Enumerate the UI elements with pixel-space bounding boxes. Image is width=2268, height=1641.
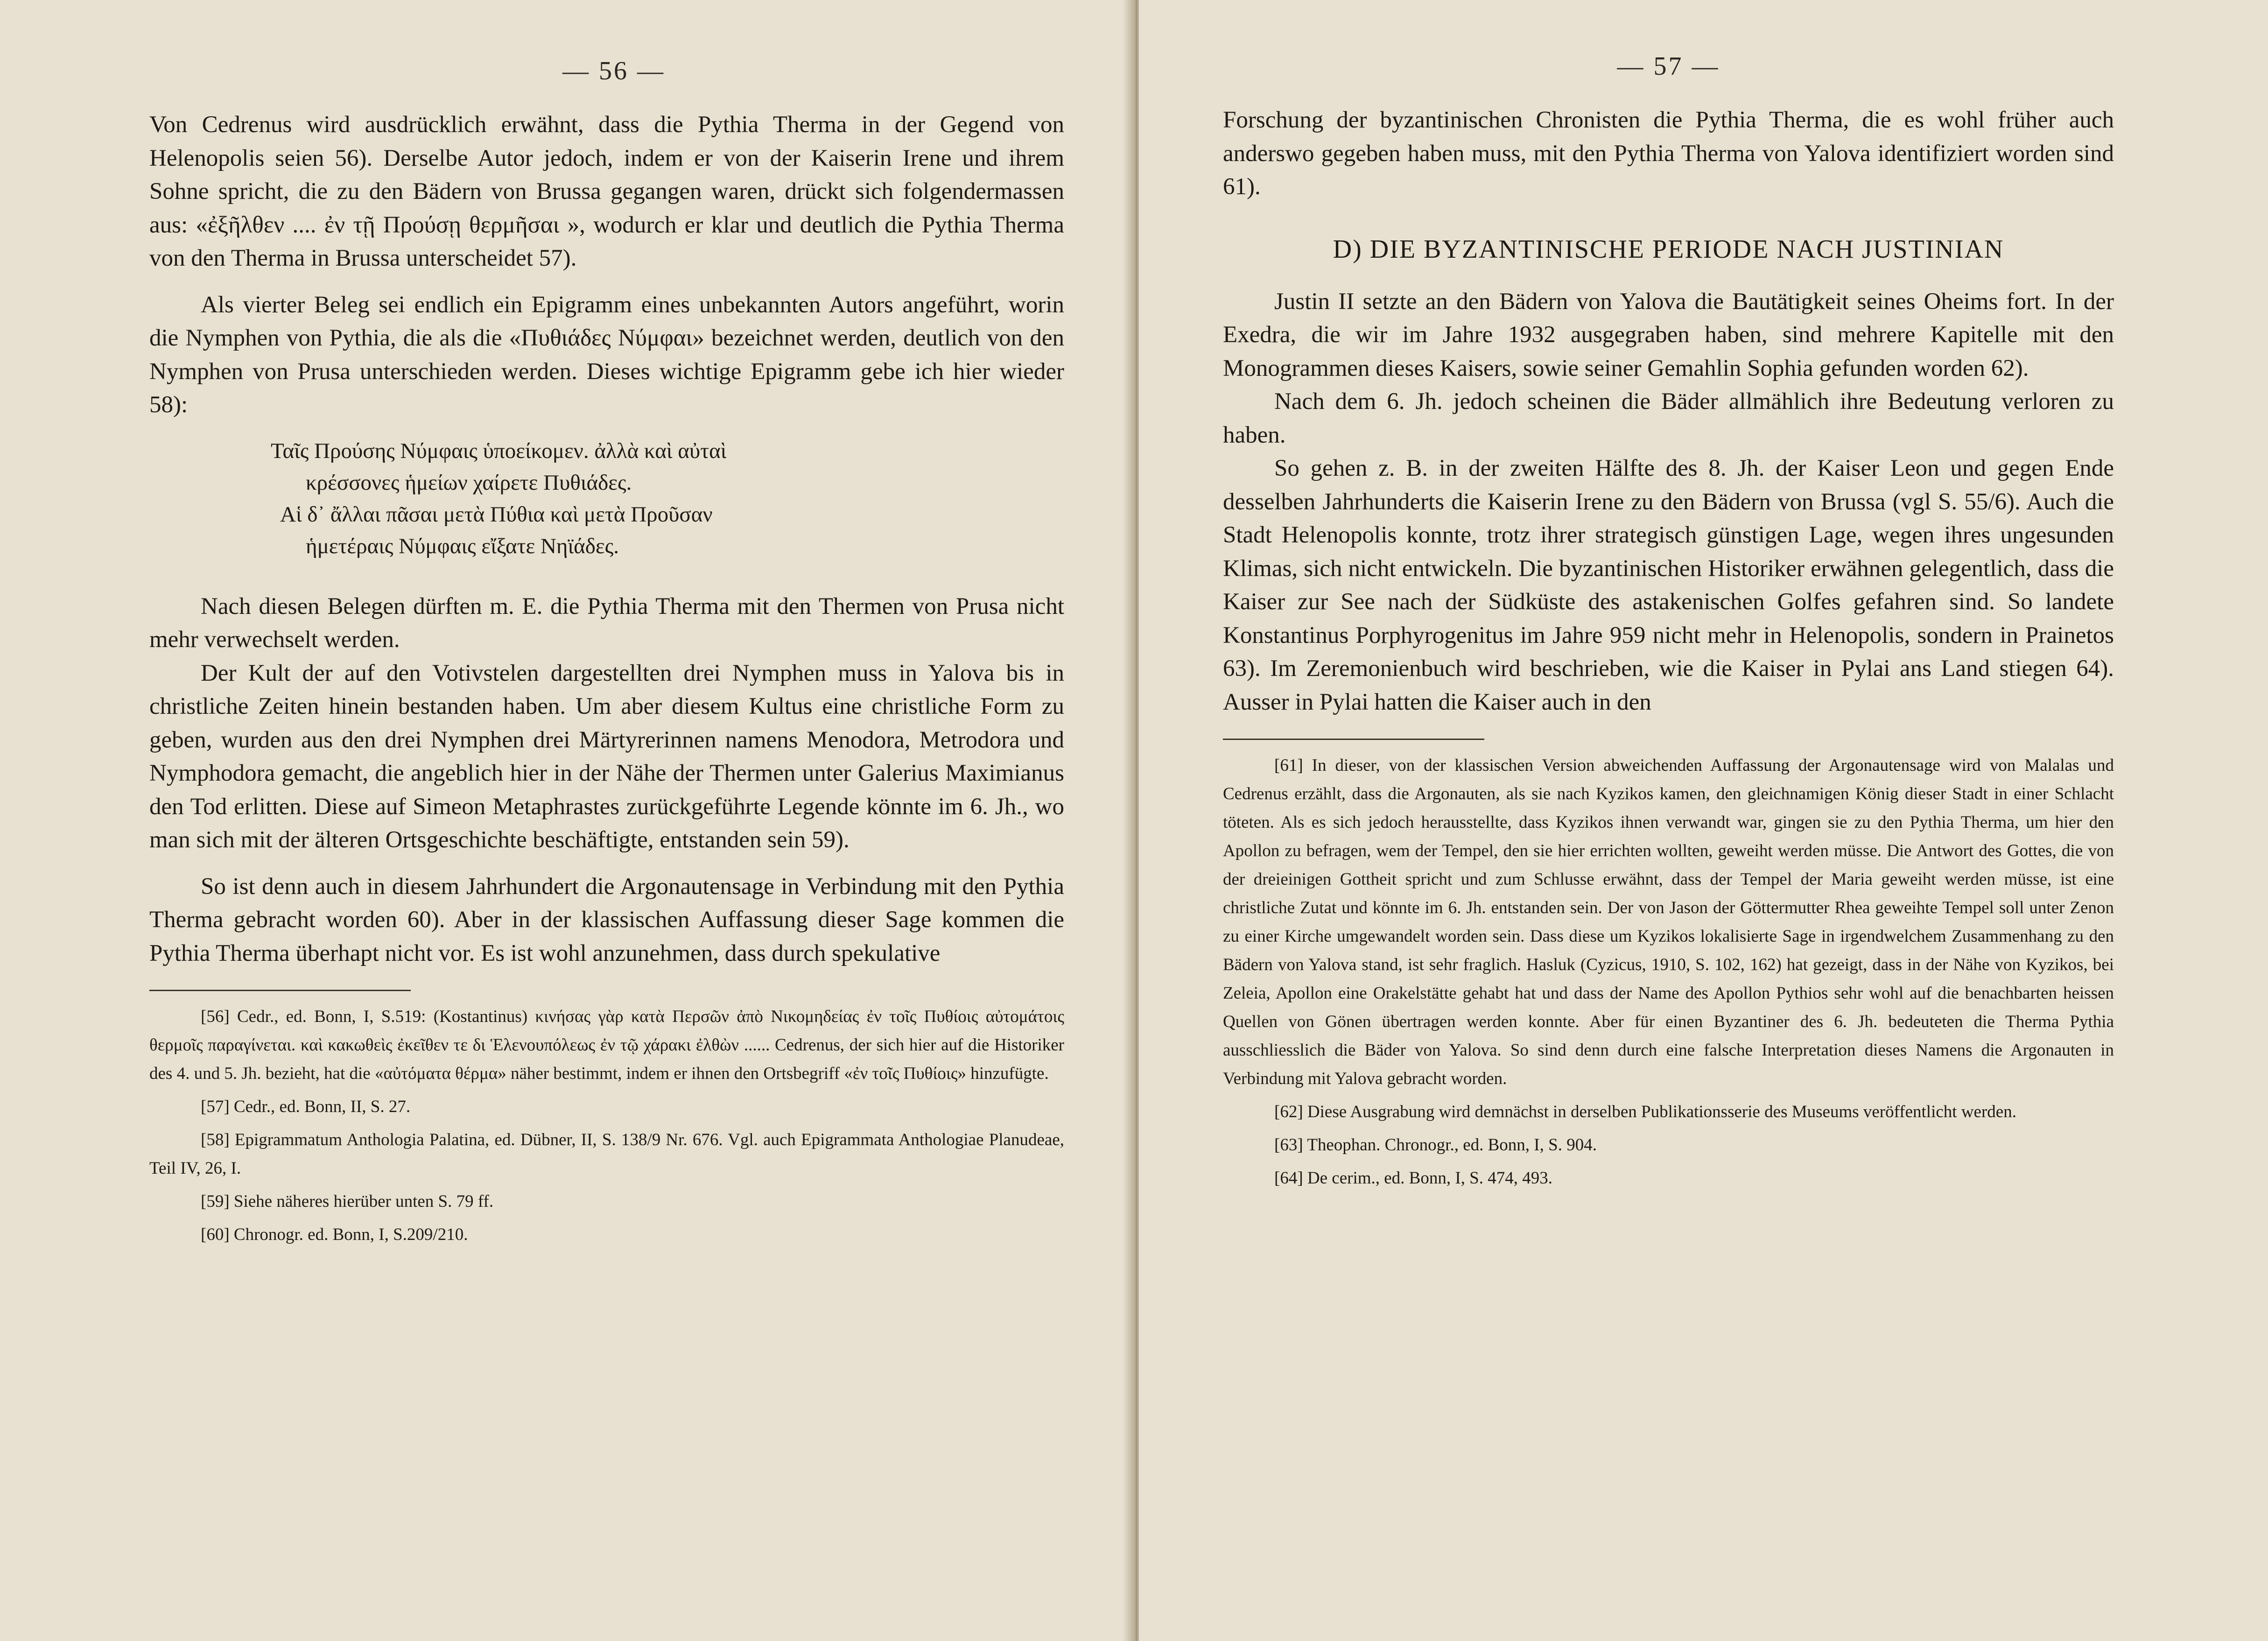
epigram-line: Ταῖς Προύσης Νύμφαις ὑποείκομεν. ἀλλὰ καὶ αὐταὶ — [271, 438, 727, 463]
body-text — [1223, 104, 2114, 719]
section-heading: D) DIE BYZANTINISCHE PERIODE NACH JUSTINIAN — [1333, 234, 2004, 264]
footnote: [61] In dieser, von der klassischen Version abweichenden Auffassung der Argonautensage wird von Malalas und Cedrenus erzählt, dass die Argonauten, als sie nach Kyzikos kamen, den gleichnamigen König dieser Stadt in einer Schlacht töteten. Als es sich jedoch herausstellte, dass Kyzikos ihnen verwandt war, gingen sie zu den Pythia Therma, um hier den Apollon zu befragen, wem der Tempel, den sie hier errichten wollten, geweiht werden müsse. Die Antwort des Gottes, die von der dreieinigen Gottheit spricht und zum Schlusse erwähnt, dass der Tempel der Maria geweiht werden müsse, ist eine christliche Zutat und könnte im 6. Jh. entstanden sein. Der von Jason der Göttermutter Rhea geweihte Tempel soll unter Zenon zu einer Kirche umgewandelt worden sein. Dass diese um Kyzikos lokalisierte Sage in irgendwelchem Zusammenhang zu den Bädern von Yalova stand, ist sehr fraglich. Hasluk (Cyzicus, 1910, S. 102, 162) hat gezeigt, dass in der Nähe von Kyzikos, bei Zeleia, Apollon eine Orakelstätte gehabt hat und dass der Name des Apollon Pythios sehr wohl auf die benachbarten heissen Quellen von Gönen übertragen werden konnte. Aber für einen Byzantiner des 6. Jh. bedeuteten die Therma Pythia ausschliesslich die Bäder von Yalova. So sind denn durch eine falsche Interpretation dieses Namens die Argonauten in Verbindung mit Yalova gebracht worden. — [1223, 756, 2114, 1088]
paragraph: Forschung der byzantinischen Chronisten die Pythia Therma, die es wohl früher auch anderswo gegeben haben muss, mit den Pythia Therma von Yalova identifiziert worden sind 61). — [1223, 107, 2114, 200]
footnote: [64] De cerim., ed. Bonn, I, S. 474, 493. — [1274, 1169, 1553, 1188]
page-number: — 56 — — [562, 56, 665, 85]
page-number: — 57 — — [1617, 52, 1720, 81]
paragraph: Von Cedrenus wird ausdrücklich erwähnt, dass die Pythia Therma in der Gegend von Helenopolis seien 56). Derselbe Autor jedoch, indem er von der Kaiserin Irene und ihrem Sohne spricht, die zu den Bädern von Brussa gegangen waren, drückt sich folgendermassen aus: «ἐξῆλθεν .... ἐν τῇ Προύσῃ θερμῆσαι », wodurch er klar und deutlich die Pythia Therma von den Therma in Brussa unterscheidet 57). — [149, 112, 1064, 271]
paragraph: Nach diesen Belegen dürften m. E. die Pythia Therma mit den Thermen von Prusa nicht mehr verwechselt werden. — [149, 593, 1064, 653]
greek-epigram — [149, 435, 1064, 562]
footnote: [57] Cedr., ed. Bonn, II, S. 27. — [201, 1097, 411, 1116]
footnotes — [1223, 751, 2114, 1192]
footnotes — [149, 1002, 1064, 1249]
footnote: [58] Epigrammatum Anthologia Palatina, ed. Dübner, II, S. 138/9 Nr. 676. Vgl. auch Epigrammata Anthologiae Planudeae, Teil IV, 26, I. — [149, 1130, 1064, 1178]
epigram-line: ἡμετέραις Νύμφαις εἴξατε Νηϊάδες. — [306, 534, 619, 558]
footnote-divider — [1223, 739, 1484, 740]
footnote: [62] Diese Ausgrabung wird demnächst in derselben Publikationsserie des Museums veröffentlicht werden. — [1274, 1102, 2016, 1121]
footnote: [56] Cedr., ed. Bonn, I, S.519: (Kostantinus) κινήσας γὰρ κατὰ Περσῶν ἀπὸ Νικομηδείας ἐν τοῖς Πυθίοις αὐτομάτοις θερμοῖς παραγίνεται. καὶ κακωθεὶς ἐκεῖθεν τε δι Ἑλενουπόλεως ἐν τῷ χάρακι ἐλθὼν ...... Cedrenus, der sich hier auf die Historiker des 4. und 5. Jh. bezieht, hat die «αὐτόματα θέρμα» näher bestimmt, indem er ihnen den Ortsbegriff «ἐν τοῖς Πυθίοις» hinzufügte. — [149, 1007, 1064, 1083]
footnote-divider — [149, 990, 411, 991]
paragraph: Als vierter Beleg sei endlich ein Epigramm eines unbekannten Autors angeführt, worin die Nymphen von Pythia, die als die «Πυθιάδες Νύμφαι» bezeichnet werden, deutlich von den Nymphen von Prusa unterschieden werden. Dieses wichtige Epigramm gebe ich hier wieder 58): — [149, 291, 1064, 418]
epigram-line: κρέσσονες ἡμείων χαίρετε Πυθιάδες. — [306, 470, 632, 495]
body-text — [149, 108, 1064, 970]
epigram-line: Αἱ δ᾽ ἄλλαι πᾶσαι μετὰ Πύθια καὶ μετὰ Προῦσαν — [280, 502, 713, 527]
right-page — [1139, 0, 2268, 1641]
paragraph: Nach dem 6. Jh. jedoch scheinen die Bäder allmählich ihre Bedeutung verloren zu haben. — [1223, 388, 2114, 448]
paragraph: Der Kult der auf den Votivstelen dargestellten drei Nymphen muss in Yalova bis in christliche Zeiten hinein bestanden haben. Um aber diesem Kultus eine christliche Form zu geben, wurden aus den drei Nymphen drei Märtyrerinnen namens Menodora, Metrodora und Nymphodora gemacht, die angeblich hier in der Nähe der Thermen unter Galerius Maximianus den Tod erlitten. Diese auf Simeon Metaphrastes zurückgeführte Legende könnte im 6. Jh., wo man sich mit der älteren Ortsgeschichte beschäftigte, entstanden sein 59). — [149, 660, 1064, 853]
footnote: [59] Siehe näheres hierüber unten S. 79 ff. — [201, 1192, 494, 1211]
paragraph: Justin II setzte an den Bädern von Yalova die Bautätigkeit seines Oheims fort. In der Exedra, die wir im Jahre 1932 ausgegraben haben, sind mehrere Kapitelle mit den Monogrammen dieses Kaisers, sowie seiner Gemahlin Sophia gefunden worden 62). — [1223, 288, 2114, 381]
footnote: [60] Chronogr. ed. Bonn, I, S.209/210. — [201, 1225, 468, 1244]
paragraph: So gehen z. B. in der zweiten Hälfte des 8. Jh. der Kaiser Leon und gegen Ende desselben Jahrhunderts die Kaiserin Irene zu den Bädern von Brussa (vgl S. 55/6). Auch die Stadt Helenopolis konnte, trotz ihrer strategisch günstigen Lage, wegen ihres ungesunden Klimas, sich nicht entwickeln. Die byzantinischen Historiker erwähnen gelegentlich, dass die Kaiser zur See nach der Südküste des astakenischen Golfes gefahren sind. So landete Konstantinus Porphyrogenitus im Jahre 959 nicht mehr in Helenopolis, sondern in Prainetos 63). Im Zeremonienbuch wird beschrieben, wie die Kaiser in Pylai ans Land stiegen 64). Ausser in Pylai hatten die Kaiser auch in den — [1223, 455, 2114, 715]
paragraph: So ist denn auch in diesem Jahrhundert die Argonautensage in Verbindung mit den Pythia Therma gebracht worden 60). Aber in der klassischen Auffassung dieser Sage kommen die Pythia Therma überhapt nicht vor. Es ist wohl anzunehmen, dass durch spekulative — [149, 873, 1064, 966]
footnote: [63] Theophan. Chronogr., ed. Bonn, I, S. 904. — [1274, 1135, 1597, 1155]
